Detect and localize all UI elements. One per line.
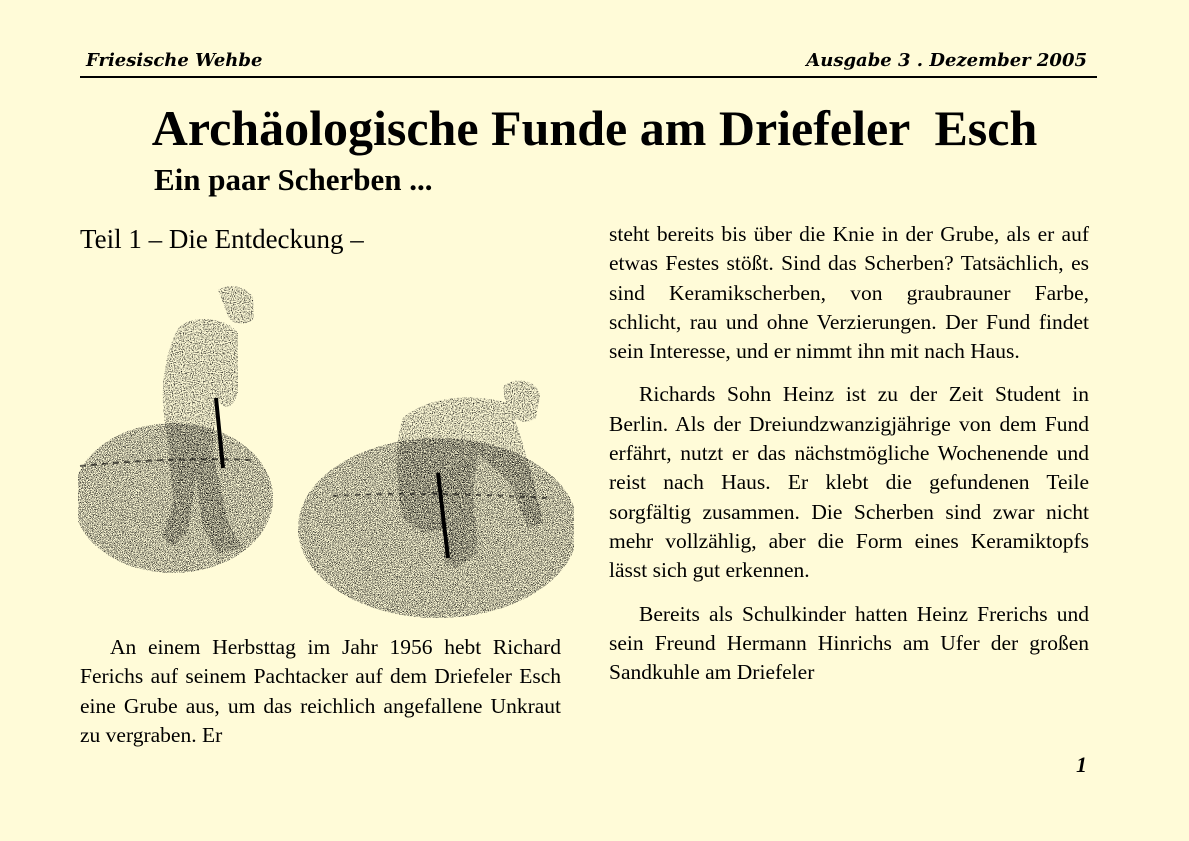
article-part-heading: Teil 1 – Die Entdeckung – [80, 224, 364, 254]
page-number: 1 [1076, 752, 1087, 777]
paragraph: Bereits als Schulkinder hatten Heinz Frerichs und sein Freund Hermann Hinrichs am Ufer der großen Sandkuhle am Driefeler [609, 601, 1089, 685]
article-column-right [609, 220, 1089, 687]
paragraph: Richards Sohn Heinz ist zu der Zeit Student in Berlin. Als der Dreiundzwanzigjährige von dem Fund erfährt, nutzt er das nächstmögliche Wochenende und reist nach Haus. Er klebt die gefundenen Teile sorgfältig zusammen. Die Scherben sind zwar nicht mehr vollzählig, aber die Form eines Keramiktopfs lässt sich gut erkennen. [609, 382, 1089, 583]
paragraph: steht bereits bis über die Knie in der Grube, als er auf etwas Festes stößt. Sind das Scherben? Tatsächlich, es sind Keramikscherben, von graubrauner Farbe, schlicht, rau und ohne Verzierungen. Der Fund findet sein Interesse, und er nimmt ihn mit nach Haus. [609, 222, 1089, 364]
article-column-left [80, 633, 561, 750]
paragraph: An einem Herbsttag im Jahr 1956 hebt Richard Ferichs auf seinem Pachtacker auf dem Driefeler Esch eine Grube aus, um das reichlich angefallene Unkraut zu vergraben. Er [80, 635, 561, 747]
publication-name: Friesische Wehbe [86, 50, 263, 71]
illustration-two-men-digging [78, 278, 574, 618]
issue-date: Ausgabe 3 . Dezember 2005 [806, 50, 1087, 71]
article-title: Archäologische Funde am Driefeler Esch [151, 100, 1038, 156]
article-subtitle: Ein paar Scherben ... [154, 162, 433, 197]
page-header [80, 48, 1097, 78]
